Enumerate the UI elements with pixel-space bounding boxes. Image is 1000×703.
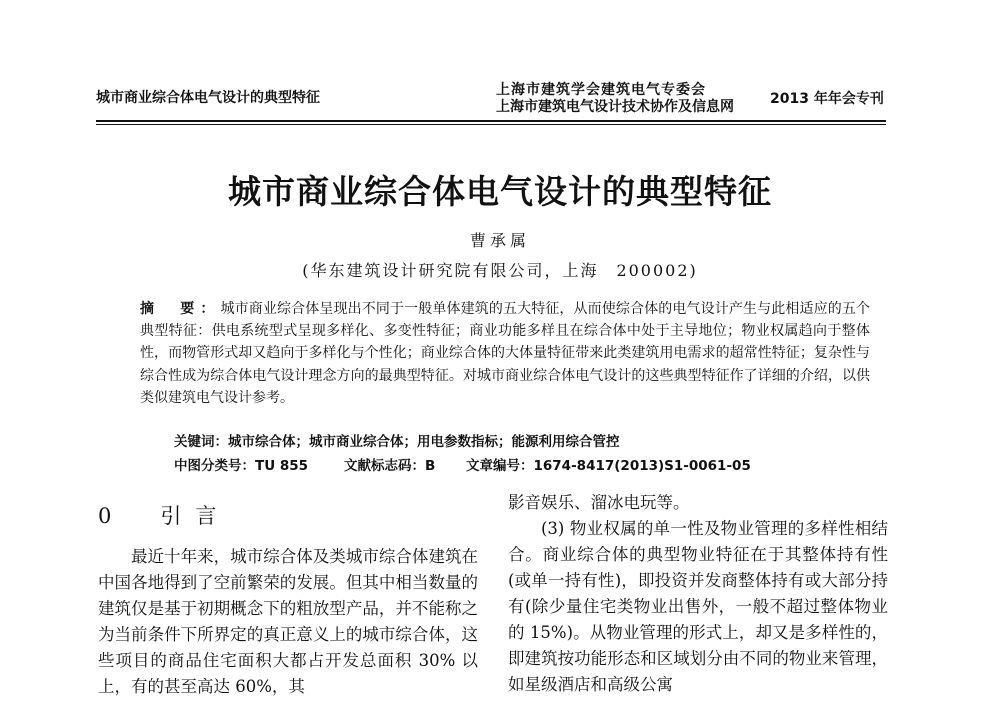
running-header-network: 上海市建筑电气设计技术协作及信息网 — [496, 99, 734, 115]
continuation-line: 影音娱乐、溜冰电玩等。 — [508, 493, 690, 512]
section-number: 0 — [98, 504, 126, 528]
abstract — [140, 298, 870, 409]
point-3-paragraph: (3) 物业权属的单一性及物业管理的多样性相结合。商业综合体的典型物业特征在于其整体持有性(或单一持有性)，即投资并发商整体持有或大部分持有(除少量住宅类物业出售外，一般不超过整体物业的 15%)。从物业管理的形式上，却又是多样性的，即建筑按功能形态和区域划分由不同的物业来管理，如星级酒店和高级公寓 — [508, 519, 888, 694]
section-heading — [98, 500, 230, 530]
article-number: 文章编号：1674-8417(2013)S1-0061-05 — [466, 458, 751, 474]
paper-title: 城市商业综合体电气设计的典型特征 — [228, 172, 772, 211]
running-header-issue: 2013 年年会专刊 — [770, 91, 884, 107]
running-header-society: 上海市建筑学会建筑电气专委会 — [496, 82, 706, 98]
abstract-text: 城市商业综合体呈现出不同于一般单体建筑的五大特征，从而使综合体的电气设计产生与此相适应的五个典型特征：供电系统型式呈现多样化、多变性特征；商业功能多样且在综合体中处于主导地位；物业权属趋向于整体性，而物管形式却又趋向于多样化与个性化；商业综合体的大体量特征带来此类建筑用电需求的超常性特征；复杂性与综合性成为综合体电气设计理念方向的最典型特征。对城市商业综合体电气设计的这些典型特征作了详细的介绍，以供类似建筑电气设计参考。 — [140, 301, 871, 406]
document-code: 文献标志码：B — [344, 458, 436, 474]
right-column — [508, 490, 888, 698]
affiliation: (华东建筑设计研究院有限公司，上海 200002) — [302, 261, 698, 280]
left-column — [98, 544, 478, 700]
clc-number: 中图分类号：TU 855 — [174, 458, 309, 474]
abstract-label: 摘 要： — [140, 301, 221, 317]
header-rule-thick — [96, 120, 886, 122]
section-title: 引言 — [160, 504, 231, 528]
keywords — [174, 430, 620, 450]
author: 曹承属 — [469, 231, 530, 250]
header-rule-thin — [96, 124, 886, 125]
keywords-label: 关键词： — [174, 434, 228, 450]
keywords-text: 城市综合体；城市商业综合体；用电参数指标；能源利用综合管控 — [228, 434, 620, 450]
running-header-title: 城市商业综合体电气设计的典型特征 — [96, 90, 320, 106]
intro-paragraph: 最近十年来，城市综合体及类城市综合体建筑在中国各地得到了空前繁荣的发展。但其中相当数量的建筑仅是基于初期概念下的粗放型产品，并不能称之为当前条件下所界定的真正意义上的城市综合体，这些项目的商品住宅面积大都占开发总面积 30% 以上，有的甚至高达 60%，其 — [98, 547, 478, 696]
